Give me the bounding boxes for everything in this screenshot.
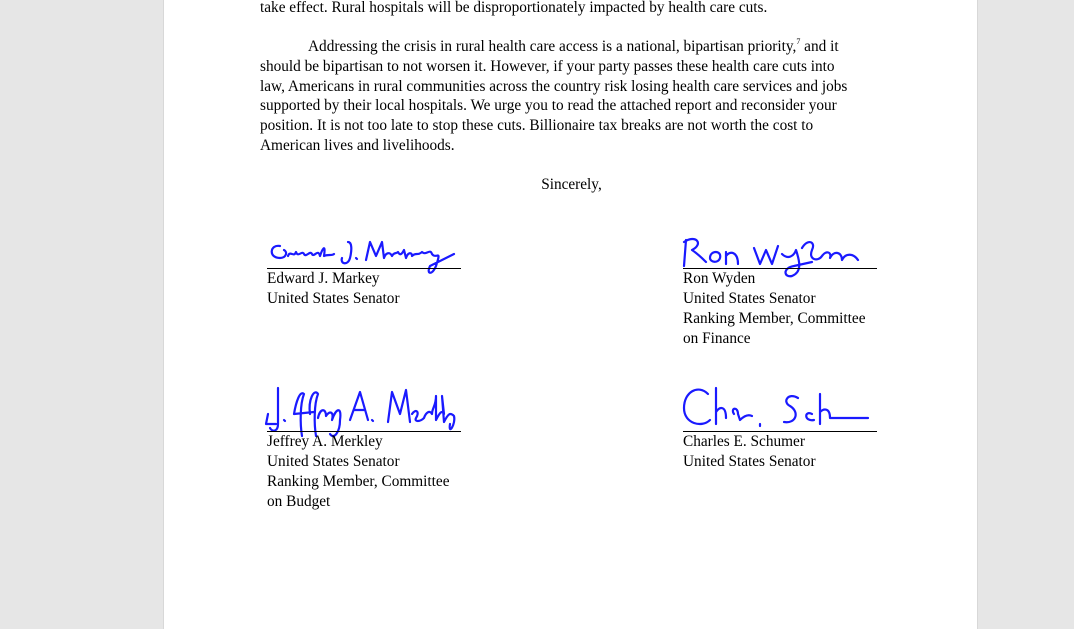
letter-paragraph [260,37,880,156]
signatory-title: Ranking Member, Committee [683,310,866,327]
closing-salutation: Sincerely, [541,176,602,193]
signatory-title: Ranking Member, Committee [267,473,450,490]
signatory-title: United States Senator [683,453,816,470]
text-line: American lives and livelihoods. [260,136,455,154]
signatory-title: United States Senator [267,290,400,307]
signatory-title: on Budget [267,493,331,510]
signatory-name: Edward J. Markey [267,270,380,287]
text-line: take effect. Rural hospitals will be disproportionately impacted by health care cuts. [260,0,768,16]
signature-schumer [680,384,880,432]
signatory-name: Ron Wyden [683,270,756,287]
signatory-block-markey [267,269,467,309]
text-line: law, Americans in rural communities across the country risk losing health care services and jobs [260,77,848,95]
footnote-reference[interactable]: 7 [796,37,801,46]
signatory-title: on Finance [683,330,751,347]
text-line: should be bipartisan to not worsen it. However, if your party passes these health care cuts into [260,57,835,75]
signatory-name: Charles E. Schumer [683,433,805,450]
signatory-title: United States Senator [683,290,816,307]
text-line: position. It is not too late to stop these cuts. Billionaire tax breaks are not worth the cost to [260,117,814,135]
signatory-block-wyden [683,269,883,349]
signatory-block-schumer [683,432,883,472]
text-line: Addressing the crisis in rural health care access is a national, bipartisan priority,$^7$ and it [308,37,839,55]
signatory-block-merkley [267,432,467,512]
signatory-name: Jeffrey A. Merkley [267,433,383,450]
letter-top-line [260,0,880,18]
signatory-title: United States Senator [267,453,400,470]
document-page [163,0,978,629]
text-line: supported by their local hospitals. We urge you to read the attached report and reconsider your [260,97,837,115]
